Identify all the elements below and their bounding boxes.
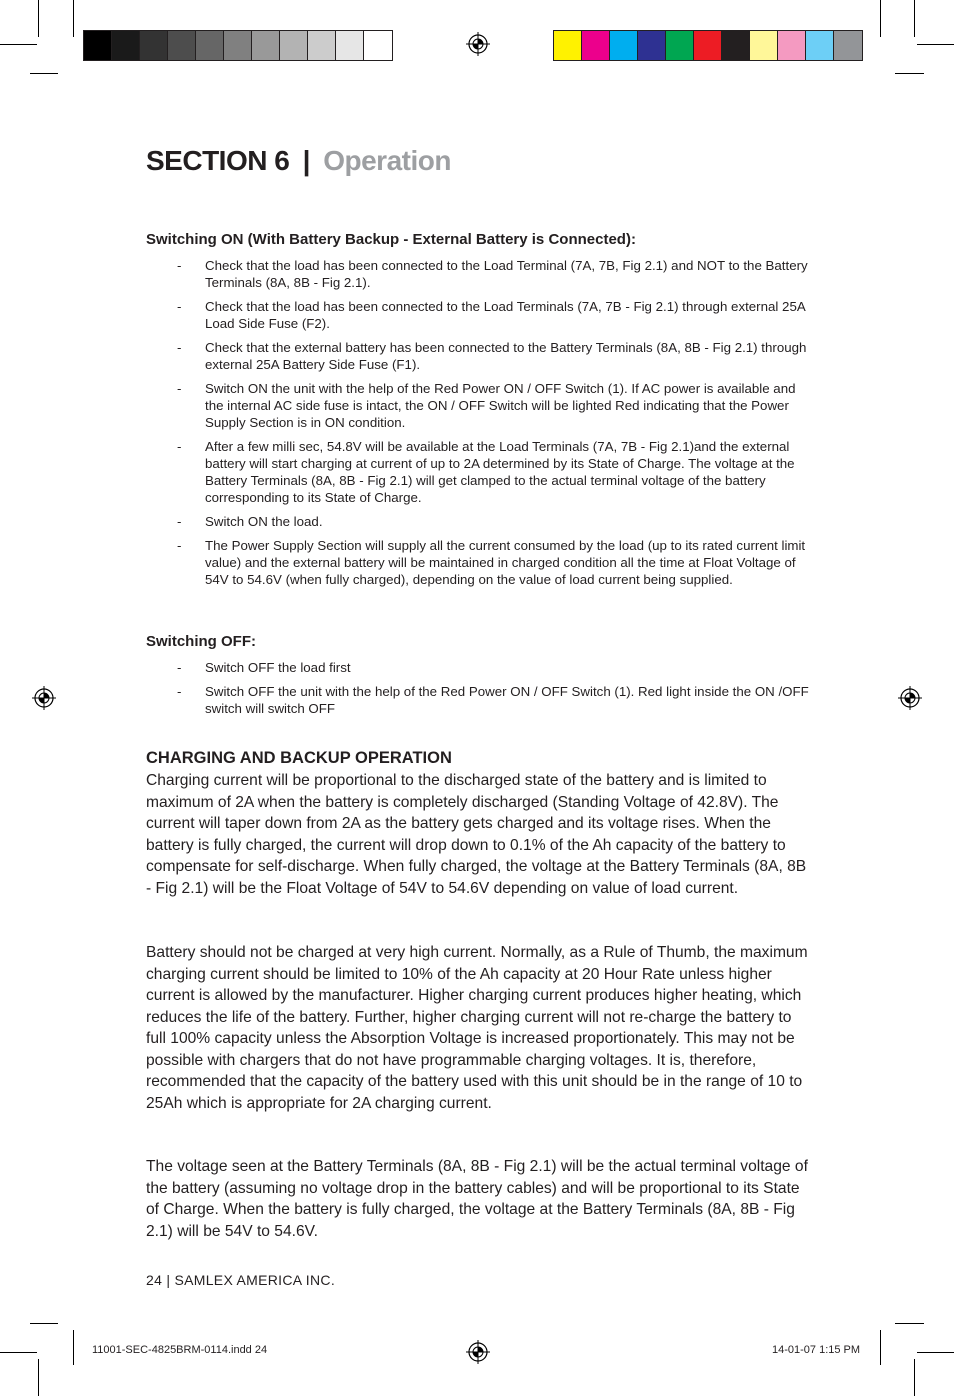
charging-paragraph: The voltage seen at the Battery Terminals (8A, 8B - Fig 2.1) will be the actual terminal voltage of the battery (assuming no voltage drop in the battery cables) and will be proportional to its State of Charge. When the battery is fully charged, the voltage at the Battery Terminals (8A, 8B - Fig 2.1) will be 54V to 54.6V. [146, 1158, 808, 1240]
crop-mark [30, 1323, 58, 1324]
switching-off-list [146, 659, 811, 724]
color-swatch [806, 31, 834, 60]
list-item: - Check that the load has been connected to the Load Terminal (7A, 7B, Fig 2.1) and NOT to the Battery Terminals (8A, 8B - Fig 2.1). [146, 257, 811, 291]
crop-mark [0, 1352, 37, 1353]
color-swatch [554, 31, 582, 60]
color-swatch [308, 31, 336, 60]
list-item: - Switch OFF the unit with the help of the Red Power ON / OFF Switch (1). Red light inside the ON /OFF switch will switch OFF [146, 683, 811, 717]
color-swatch [168, 31, 196, 60]
color-swatch [834, 31, 862, 60]
crop-mark [895, 1323, 924, 1324]
list-item: - The Power Supply Section will supply all the current consumed by the load (up to its rated current limit value) and the external battery will be maintained in charged condition all the time at Float Voltage of 54V to 54.6V (when fully charged), depending on the value of load current being supplied. [146, 537, 811, 589]
crop-mark [0, 44, 37, 45]
color-swatch [750, 31, 778, 60]
switching-on-heading: Switching ON (With Battery Backup - External Battery is Connected): [146, 231, 636, 248]
color-swatch [638, 31, 666, 60]
registration-mark-icon [898, 686, 922, 710]
section-separator: | [302, 145, 310, 176]
crop-mark [73, 0, 74, 37]
list-item: - After a few milli sec, 54.8V will be available at the Load Terminals (7A, 7B - Fig 2.1)and the external battery will start charging at current of up to 2A determined by its State of Charge. The voltage at the Battery Terminals (8A, 8B - Fig 2.1) will get clamped to the actual terminal voltage of the battery corresponding to its State of Charge. [146, 438, 811, 507]
color-swatch [778, 31, 806, 60]
crop-mark [38, 0, 39, 37]
crop-mark [73, 1330, 74, 1365]
color-swatch [666, 31, 694, 60]
registration-mark-icon [32, 686, 56, 710]
crop-mark [914, 1359, 915, 1396]
charging-paragraph: Battery should not be charged at very high current. Normally, as a Rule of Thumb, the maximum charging current should be limited to 10% of the Ah capacity at 20 Hour Rate unless higher current is allowed by the manufacturer. Higher charging current produces higher heating, which reduces the life of the battery. Further, higher charging current will not re-charge the battery to full 100% capacity unless the Absorption Voltage is increased proportionately. This may not be possible with chargers that do not have programmable charging voltages. It is, therefore, recommended that the capacity of the battery used with this unit should be in the range of 10 to 25Ah which is appropriate for 2A charging current. [146, 944, 808, 1112]
color-swatch [224, 31, 252, 60]
charging-paragraph: Charging current will be proportional to the discharged state of the battery and is limited to maximum of 2A when the battery is completely discharged (Standing Voltage of 42.8V). The current will taper down from 2A as the battery gets charged and its voltage rises. When the battery is fully charged, the current will drop down to 0.1% of the Ah capacity of the battery to compensate for self-discharge. When fully charged, the voltage at the Battery Terminals (8A, 8B - Fig 2.1) will be the Float Voltage of 54V to 54.6V depending on value of load current. [146, 772, 807, 897]
section-name: Operation [323, 145, 451, 176]
list-item: - Switch ON the load. [146, 513, 811, 530]
process-color-bar [553, 30, 863, 61]
page-footer: 24 | SAMLEX AMERICA INC. [146, 1272, 336, 1288]
crop-mark [880, 1330, 881, 1365]
color-swatch [722, 31, 750, 60]
crop-mark [880, 0, 881, 37]
grayscale-color-bar [83, 30, 393, 61]
color-swatch [196, 31, 224, 60]
charging-heading: CHARGING AND BACKUP OPERATION [146, 749, 452, 767]
slug-filename: 11001-SEC-4825BRM-0114.indd 24 [92, 1344, 268, 1356]
crop-mark [917, 1352, 954, 1353]
color-swatch [252, 31, 280, 60]
switching-on-list [146, 257, 811, 595]
color-swatch [112, 31, 140, 60]
registration-mark-icon [466, 1340, 490, 1364]
color-swatch [582, 31, 610, 60]
crop-mark [895, 73, 924, 74]
color-swatch [140, 31, 168, 60]
crop-mark [917, 44, 954, 45]
crop-mark [914, 0, 915, 37]
section-title [146, 145, 451, 177]
color-swatch [610, 31, 638, 60]
section-label: SECTION 6 [146, 145, 290, 176]
color-swatch [280, 31, 308, 60]
list-item: - Check that the external battery has been connected to the Battery Terminals (8A, 8B - Fig 2.1) through external 25A Battery Side Fuse (F1). [146, 339, 811, 373]
crop-mark [30, 73, 58, 74]
registration-mark-icon [466, 32, 490, 56]
slug-datetime: 14-01-07 1:15 PM [772, 1344, 861, 1356]
switching-off-heading: Switching OFF: [146, 633, 256, 650]
color-swatch [84, 31, 112, 60]
color-swatch [336, 31, 364, 60]
list-item: - Check that the load has been connected to the Load Terminals (7A, 7B - Fig 2.1) through external 25A Load Side Fuse (F2). [146, 298, 811, 332]
color-swatch [364, 31, 392, 60]
crop-mark [38, 1359, 39, 1396]
color-swatch [694, 31, 722, 60]
list-item: - Switch ON the unit with the help of the Red Power ON / OFF Switch (1). If AC power is available and the internal AC side fuse is intact, the ON / OFF Switch will be lighted Red indicating that the Power Supply Section is in ON condition. [146, 380, 811, 432]
list-item: - Switch OFF the load first [146, 659, 811, 676]
